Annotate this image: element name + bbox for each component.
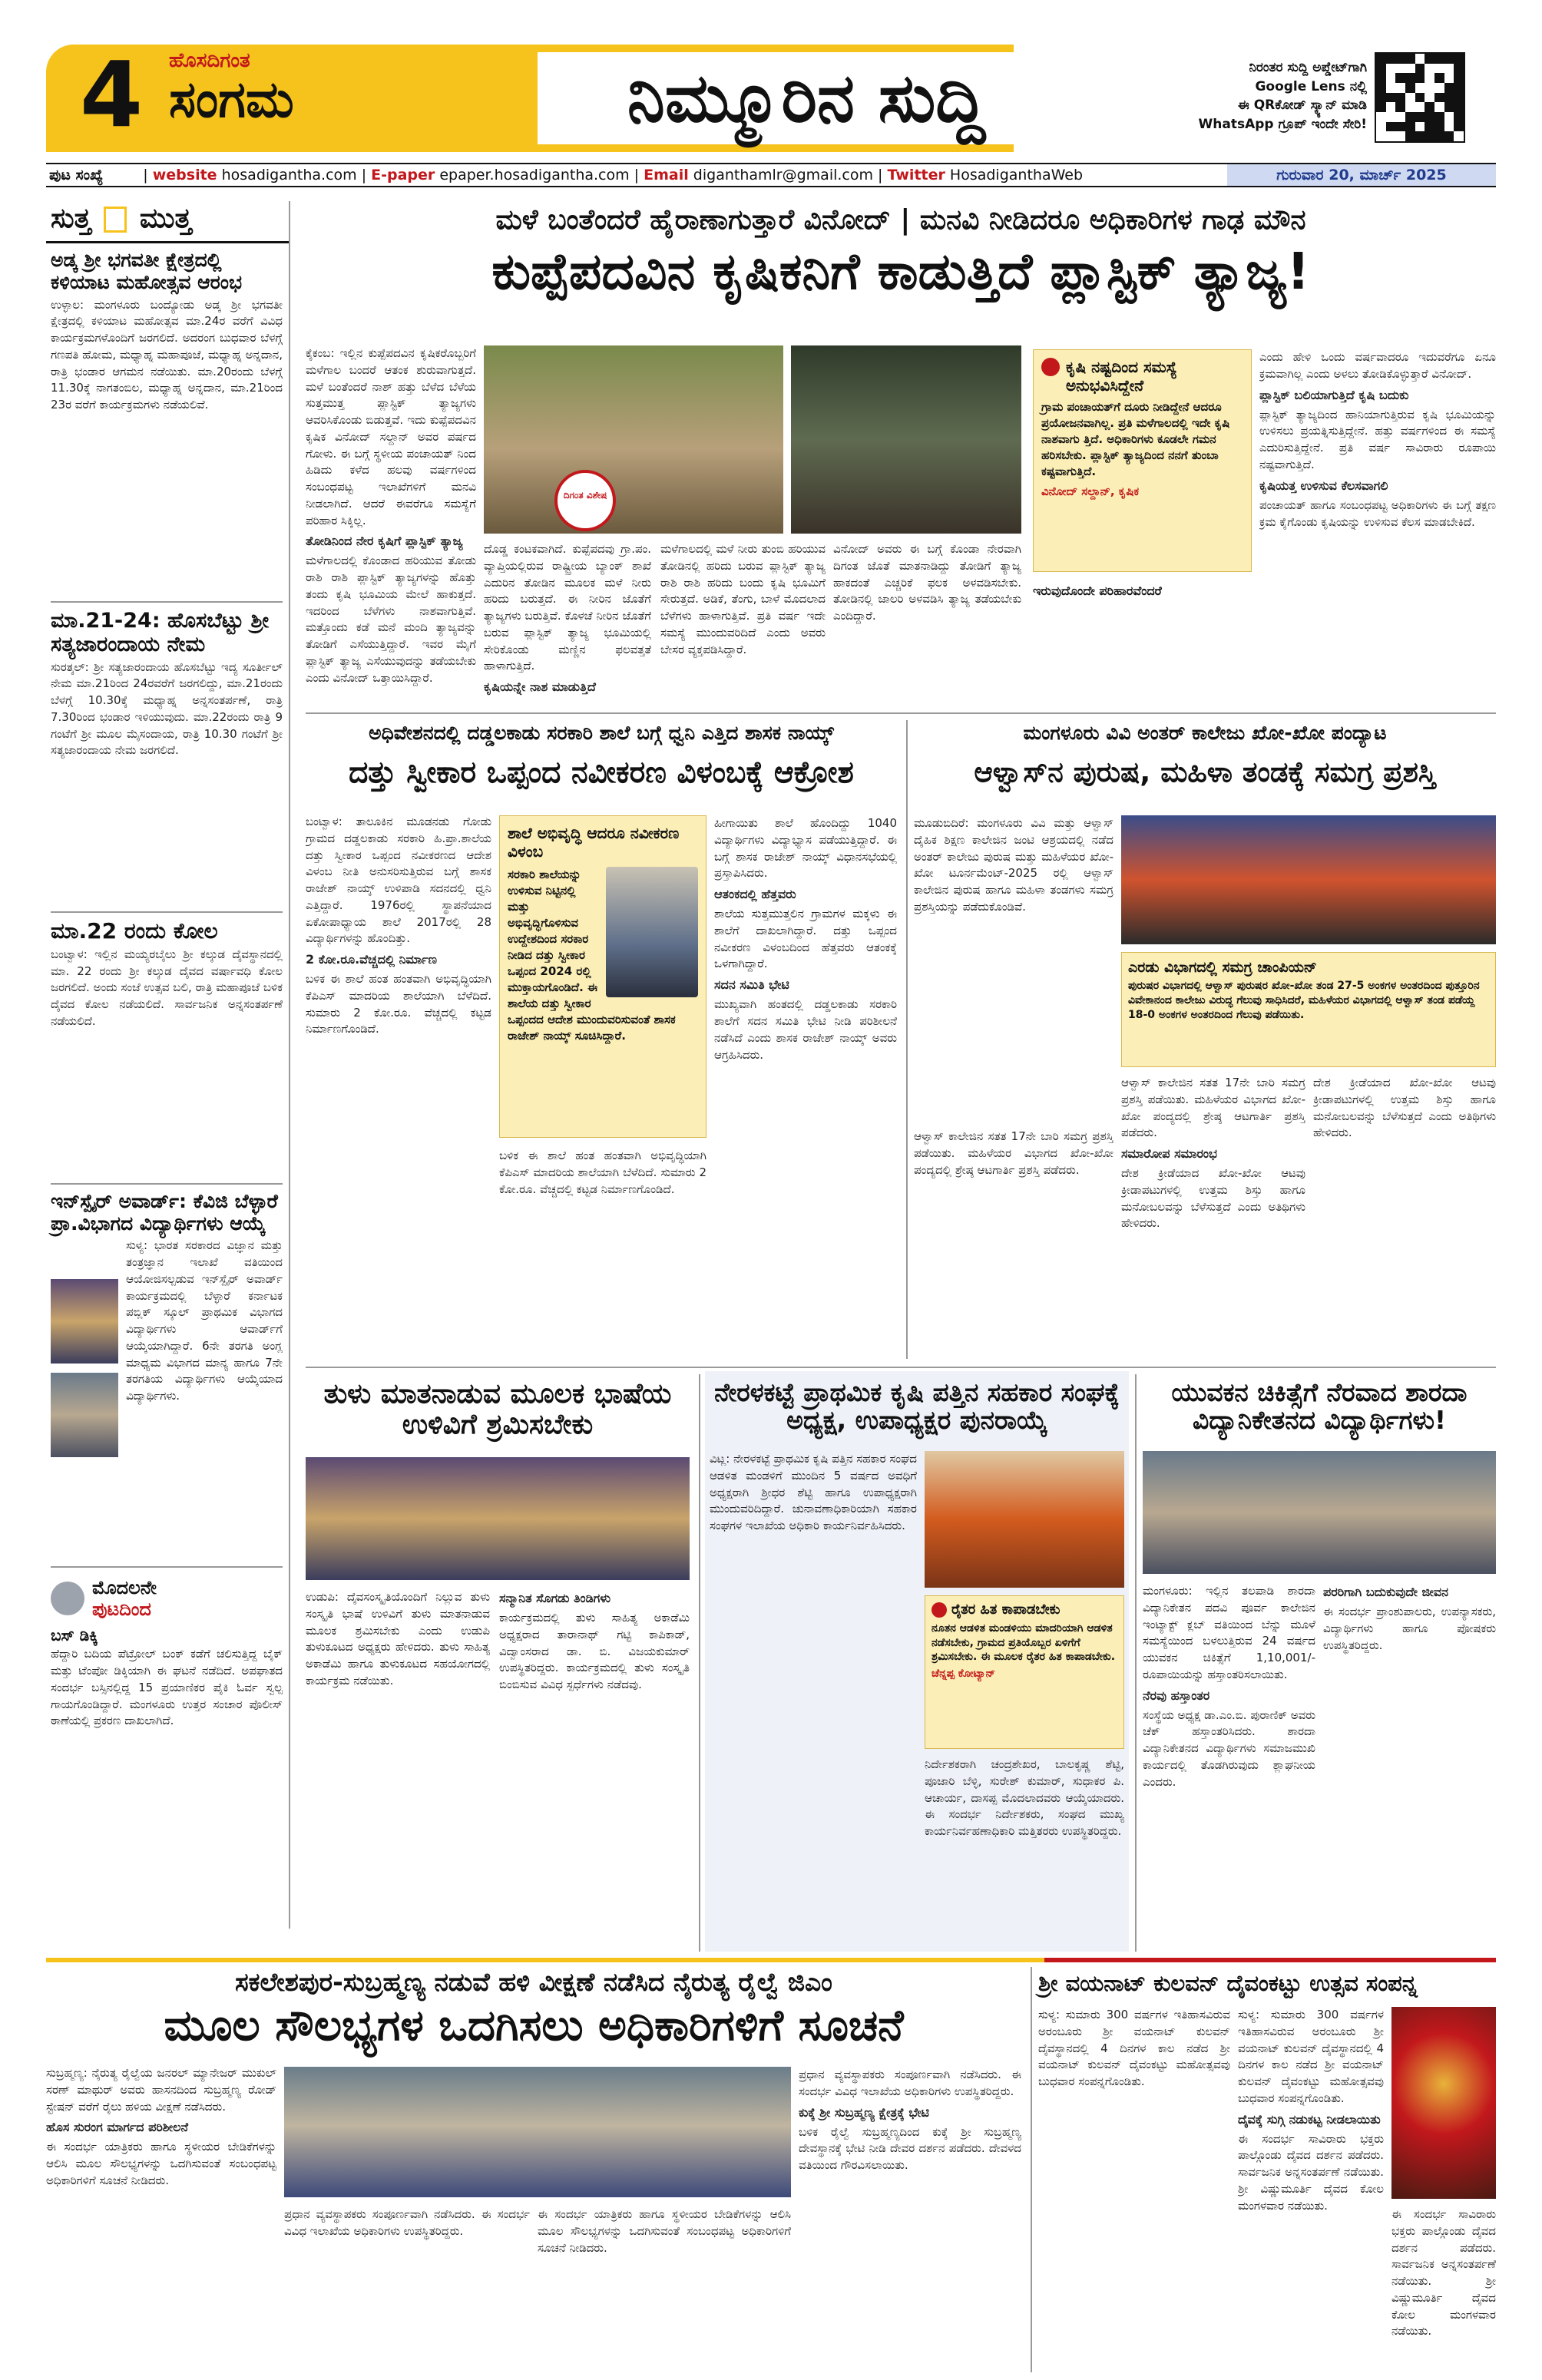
issue-date: ಗುರುವಾರ 20, ಮಾರ್ಚ್ 2025 <box>1227 164 1496 186</box>
kho-sub-1: ಸಮಾರೋಪ ಸಮಾರಂಭ <box>1121 1146 1217 1161</box>
twitter-label: Twitter <box>887 167 945 183</box>
sidebar-title <box>46 201 289 243</box>
railway-body-2: ಈ ಸಂದರ್ಭ ಯಾತ್ರಿಕರು ಹಾಗೂ ಸ್ಥಳೀಯರ ಬೇಡಿಕೆಗಳನ್ನು ಆಲಿಸಿ ಮೂಲ ಸೌಲಭ್ಯಗಳನ್ನು ಒದಗಿಸುವಂತೆ ಸಂಬಂಧಪಟ್ಟ ಅಧಿಕಾರಿಗಳಿಗೆ ಸೂಚನೆ ನೀಡಿದರು. <box>46 2140 276 2187</box>
kho-body-2: ಆಳ್ವಾಸ್ ಕಾಲೇಜಿನ ಸತತ 17ನೇ ಬಾರಿ ಸಮಗ್ರ ಪ್ರಶಸ್ತಿ ಪಡೆಯಿತು. ಮಹಿಳೆಯರ ವಿಭಾಗದ ಖೋ-ಖೋ ಪಂದ್ಯದಲ್ಲಿ ಶ್ರೇಷ್ಠ ಆಟಗಾರ್ತಿ ಪ್ರಶಸ್ತಿ ಪಡೆದರು. <box>1121 1076 1305 1140</box>
brand-block <box>169 49 294 129</box>
sidebar-headline-1: ಅಡ್ಕ ಶ್ರೀ ಭಗವತೀ ಕ್ಷೇತ್ರದಲ್ಲಿ ಕಳಿಯಾಟ ಮಹೋತ್ಸವ ಆರಂಭ <box>51 249 243 293</box>
google-lens-note <box>1098 58 1367 134</box>
brand-big: ಸಂಗಮ <box>169 70 294 129</box>
railway-body-col2: ಪ್ರಧಾನ ವ್ಯವಸ್ಥಾಪಕರು ಸಂಪೂರ್ಣವಾಗಿ ನಡೆಸಿದರು. ಈ ಸಂದರ್ಭ ವಿವಿಧ ಇಲಾಖೆಯ ಅಧಿಕಾರಿಗಳು ಉಪಸ್ಥಿತರಿದ್ದರು. <box>284 2207 530 2238</box>
kho-callout-box <box>1121 952 1496 1067</box>
pencil-icon <box>51 1582 84 1615</box>
lead-body-6: ಎಂದು ಹೇಳಿ ಒಂದು ವರ್ಷವಾದರೂ ಇದುವರೆಗೂ ಏನೂ ಕ್ರಮವಾಗಿಲ್ಲ ಎಂದು ಅಳಲು ತೋಡಿಕೊಳ್ಳುತ್ತಾರೆ ವಿನೋದ್. <box>1259 350 1496 381</box>
kho-body-3: ದೇಶ ಕ್ರೀಡೆಯಾದ ಖೋ-ಖೋ ಆಟವು ಕ್ರೀಡಾಪಟುಗಳಲ್ಲಿ ಉತ್ತಮ ಶಿಸ್ತು ಹಾಗೂ ಮನೋಬಲವನ್ನು ಬೆಳೆಸುತ್ತದೆ ಎಂದು ಅತಿಥಿಗಳು ಹೇಳಿದರು. <box>1121 1166 1305 1231</box>
lead-body-7: ಪ್ಲಾಸ್ಟಿಕ್ ತ್ಯಾಜ್ಯದಿಂದ ಹಾನಿಯಾಗುತ್ತಿರುವ ಕೃಷಿ ಭೂಮಿಯನ್ನು ಉಳಿಸಲು ಪ್ರಯತ್ನಿಸುತ್ತಿದ್ದೇನೆ. ಹತ್ತು ವರ್ಷಗಳಿಂದ ಈ ಸಮಸ್ಯೆ ಎದುರಿಸುತ್ತಿದ್ದೇನೆ. ಪ್ರತಿ ವರ್ಷ ಸಾವಿರಾರು ರೂಪಾಯಿ ನಷ್ಟವಾಗುತ್ತಿದೆ. <box>1259 407 1496 471</box>
school-sub-1: 2 ಕೋ.ರೂ.ವೆಚ್ಚದಲ್ಲಿ ನಿರ್ಮಾಣ <box>306 952 438 967</box>
sidebar-headline-2: ಮಾ.21-24: ಹೊಸಬೆಟ್ಟು ಶ್ರೀ ಸತ್ಯಜಾರಂದಾಯ ನೇಮ <box>51 608 270 656</box>
school-body-2: ಬಳಿಕ ಈ ಶಾಲೆ ಹಂತ ಹಂತವಾಗಿ ಅಭಿವೃದ್ಧಿಯಾಗಿ ಕೆಪಿಎಸ್ ಮಾದರಿಯ ಶಾಲೆಯಾಗಿ ಬೆಳೆದಿದೆ. ಸುಮಾರು 2 ಕೋ.ರೂ. ವೆಚ್ಚದಲ್ಲಿ ಕಟ್ಟಡ ನಿರ್ಮಾಣಗೊಂಡಿದೆ. <box>306 972 491 1036</box>
railway-body-1: ಸುಬ್ರಹ್ಮಣ್ಯ: ನೈರುತ್ಯ ರೈಲ್ವೆಯ ಜನರಲ್ ಮ್ಯಾನೇಜರ್ ಮುಕುಲ್ ಸರಣ್ ಮಾಥುರ್ ಅವರು ಹಾಸನದಿಂದ ಸುಬ್ರಹ್ಮಣ್ಯ ರೋಡ್ ಸ್ಟೇಷನ್ ವರೆಗೆ ರೈಲು ಹಳಿಯ ವೀಕ್ಷಣೆ ನಡೆಸಿದರು. <box>46 2066 276 2114</box>
lead-sub-2: ಕೃಷಿಯನ್ನೇ ನಾಶ ಮಾಡುತ್ತಿದೆ <box>484 679 596 694</box>
lens-line-4: WhatsApp ಗ್ರೂಪ್ ಇಂದೇ ಸೇರಿ! <box>1198 116 1367 132</box>
lead-body-col2 <box>484 541 651 706</box>
kho-callout-body: ಪುರುಷರ ವಿಭಾಗದಲ್ಲಿ ಆಳ್ವಾಸ್ ಪುರುಷರ ಖೋ-ಖೋ ತಂಡ 27-5 ಅಂಕಗಳ ಅಂತರದಿಂದ ಪುತ್ತೂರಿನ ವಿವೇಕಾನಂದ ಕಾಲೇಜು ವಿರುದ್ಧ ಗೆಲುವು ಸಾಧಿಸಿದರೆ, ಮಹಿಳೆಯರ ವಿಭಾಗದಲ್ಲಿ ಆಳ್ವಾಸ್ ತಂಡ ಪಡೆಯ್ದ 18-0 ಅಂಕಗಳ ಅಂತರದಿಂದ ಗೆಲುವು ಪಡೆಯಿತು. <box>1128 980 1480 1021</box>
page-sub-label: ಪುಟ ಸಂಖ್ಯೆ <box>49 167 104 183</box>
masthead <box>46 41 1496 152</box>
school-body-col3 <box>714 815 897 1359</box>
school-body-1: ಬಂಟ್ವಾಳ: ತಾಲೂಕಿನ ಮೂಡನಡು ಗೋಡು ಗ್ರಾಮದ ದಡ್ಡಲಕಾಡು ಸರಕಾರಿ ಹಿ.ಪ್ರಾ.ಶಾಲೆಯ ದತ್ತು ಸ್ವೀಕಾರ ಒಪ್ಪಂದ ನವೀಕರಣದ ಆದೇಶ ವಿಳಂಬ ನೀತಿ ಅನುಸರಿಸುತ್ತಿರುವ ಬಗ್ಗೆ ಶಾಸಕ ರಾಜೇಶ್ ನಾಯ್ಕ್ ಉಳಿಪಾಡಿ ಸದನದಲ್ಲಿ ಧ್ವನಿ ಎತ್ತಿದ್ದಾರೆ. 1976ರಲ್ಲಿ ಸ್ಥಾಪನೆಯಾದ ಏಕೋಪಾಧ್ಯಾಯ ಶಾಲೆ 2017ರಲ್ಲಿ 28 ವಿದ್ಯಾರ್ಥಿಗಳನ್ನು ಹೊಂದಿತ್ತು. <box>306 815 491 946</box>
coop-leaders-photo <box>925 1451 1124 1588</box>
lead-body-3: ದೊಡ್ಡ ಕಂಟಕವಾಗಿದೆ. ಕುಪ್ಪೆಪದವು ಗ್ರಾ.ಪಂ. ವ್ಯಾಪ್ತಿಯಲ್ಲಿರುವ ರಾಷ್ಟ್ರೀಯ ಬ್ಯಾಂಕ್ ಶಾಖೆ ಎದುರಿನ ತೋಡಿನ ಮೂಲಕ ಮಳೆ ನೀರು ಹರಿದು ಬರುತ್ತದೆ. ಈ ನೀರಿನ ಜೊತೆಗೆ ತ್ಯಾಜ್ಯಗಳು ಬರುತ್ತಿವೆ. ಕೊಳಚೆ ನೀರಿನ ಜೊತೆಗೆ ಬರುವ ಪ್ಲಾಸ್ಟಿಕ್ ತ್ಯಾಜ್ಯ ಭೂಮಿಯಲ್ಲಿ ಸೇರಿಕೊಂಡು ಮಣ್ಣಿನ ಫಲವತ್ತತೆ ಹಾಳಾಗುತ್ತಿದೆ. <box>484 542 651 673</box>
coop-body-col2: ನಿರ್ದೇಶಕರಾಗಿ ಚಂದ್ರಶೇಖರ, ಬಾಲಕೃಷ್ಣ ಶೆಟ್ಟಿ, ಪೂಜಾರಿ ಬೆಳ್ಳಿ, ಸುರೇಶ್ ಕುಮಾರ್, ಸುಧಾಕರ ಪಿ. ಆಚಾರ್ಯ, ದಾಸಪ್ಪ ಮೊದಲಾದವರು ಆಯ್ಕೆಯಾದರು. ಈ ಸಂದರ್ಭ ನಿರ್ದೇಶಕರು, ಸಂಘದ ಮುಖ್ಯ ಕಾರ್ಯನಿರ್ವಹಣಾಧಿಕಾರಿ ಮತ್ತಿತರರು ಉಪಸ್ಥಿತರಿದ್ದರು. <box>925 1757 1124 1838</box>
inspire-award-block <box>51 1238 283 1560</box>
sharada-body-col2 <box>1323 1583 1496 1950</box>
brand-small: ಹೊಸದಿಗಂತ <box>169 49 250 72</box>
lead-body-col5 <box>1259 349 1496 706</box>
school-sub-2: ಆತಂಕದಲ್ಲಿ ಹೆತ್ತವರು <box>714 887 796 901</box>
kho-team-photo <box>1121 815 1496 944</box>
sidebar-title-a: ಸುತ್ತ <box>51 203 91 234</box>
info-bar: ಪುಟ ಸಂಖ್ಯೆ | website hosadigantha.com | E-paper epaper.hosadigantha.com | Email diganthamlr@gmail.com | Twitter HosadiganthaWeb ಗುರುವಾರ 20, ಮಾರ್ಚ್ 2025 <box>46 163 1496 187</box>
qr-code-icon[interactable] <box>1375 52 1465 143</box>
lead-kicker: ಮಳೆ ಬಂತೆಂದರೆ ಹೈರಾಣಾಗುತ್ತಾರೆ ವಿನೋದ್ | ಮನವಿ ನೀಡಿದರೂ ಅಧಿಕಾರಿಗಳ ಗಾಢ ಮೌನ <box>495 204 1306 236</box>
railway-body-4: ಬಳಿಕ ರೈಲ್ವೆ ಸುಬ್ರಹ್ಮಣ್ಯದಿಂದ ಕುಕ್ಕೆ ಶ್ರೀ ಸುಬ್ರಹ್ಮಣ್ಯ ದೇವಸ್ಥಾನಕ್ಕೆ ಭೇಟಿ ನೀಡಿ ದೇವರ ದರ್ಶನ ಪಡೆದರು. ದೇವಳದ ವತಿಯಿಂದ ಗೌರವಿಸಲಾಯಿತು. <box>799 2124 1021 2173</box>
lead-body-1: ಕೈಕಂಬ: ಇಲ್ಲಿನ ಕುಪ್ಪೆಪದವಿನ ಕೃಷಿಕರೊಬ್ಬರಿಗೆ ಮಳೆಗಾಲ ಬಂದರೆ ಆತಂಕ ಶುರುವಾಗುತ್ತದೆ. ಮಳೆ ಬಂತೆಂದರೆ ನಾಶ್ ಹತ್ತು ಬೆಳೆದ ಬೆಳೆಯ ಸುತ್ತಮುತ್ತ ಪ್ಲಾಸ್ಟಿಕ್ ತ್ಯಾಜ್ಯಗಳು ಆವರಿಸಿಕೊಂಡು ಬಿಡುತ್ತವೆ. ಇದು ಕುಪ್ಪೆಪದವಿನ ಕೃಷಿಕ ವಿನೋದ್ ಸಲ್ದಾನ್ ಅವರ ಪರ್ಷದ ಗೋಳು. ಈ ಬಗ್ಗೆ ಸ್ಥಳೀಯ ಪಂಚಾಯತ್ ನಿಂದ ಹಿಡಿದು ಕಳೆದ ಹಲವು ವರ್ಷಗಳಿಂದ ಸಂಬಂಧಪಟ್ಟ ಇಲಾಖೆಗಳಿಗೆ ಮನವಿ ನೀಡಲಾಗಿದೆ. ಆದರೆ ಈವರೆಗೂ ಸಮಸ್ಯೆಗೆ ಪರಿಹಾರ ಸಿಕ್ಕಿಲ್ಲ. <box>306 346 476 527</box>
sidebar-body-3: ಬಂಟ್ವಾಳ: ಇಲ್ಲಿನ ಮಯ್ಯರಬೈಲು ಶ್ರೀ ಕಲ್ಕುಡ ದೈವಸ್ಥಾನದಲ್ಲಿ ಮಾ. 22 ರಂದು ಶ್ರೀ ಕಲ್ಕುಡ ದೈವದ ವರ್ಷಾವಧಿ ಕೋಲ ಜರಗಲಿದೆ. ಅಂದು ಸಂಜೆ ಉತ್ಸವ ಬಲಿ, ರಾತ್ರಿ ಮಹಾಪೂಜೆ ಬಳಿಕ ದೈವದ ಕೋಲ ನಡೆಯಲಿದೆ. ಸಾರ್ವಜನಿಕ ಅನ್ನಸಂತರ್ಪಣೆ ನಡೆಯಲಿದೆ. <box>51 947 283 1028</box>
lead-photo-drain <box>791 345 1021 534</box>
coop-callout-title: ರೈತರ ಹಿತ ಕಾಪಾಡಬೇಕು <box>951 1602 1061 1618</box>
coop-callout-name: ಚೆನ್ನಪ್ಪ ಕೋಟ್ಯಾನ್ <box>931 1668 995 1681</box>
kho-headline: ಆಳ್ವಾಸ್‌ನ ಪುರುಷ, ಮಹಿಳಾ ತಂಡಕ್ಕೆ ಸಮಗ್ರ ಪ್ರಶಸ್ತಿ <box>974 755 1436 788</box>
coop-callout-box <box>925 1595 1124 1749</box>
section-divider-yellow <box>46 1958 1044 1962</box>
sidebar-body-5: ಹೆದ್ದಾರಿ ಬದಿಯ ಪೆಟ್ರೋಲ್ ಬಂಕ್ ಕಡೆಗೆ ಚಲಿಸುತ್ತಿದ್ದ ಬೈಕ್ ಮತ್ತು ಟೆಂಪೋ ಡಿಕ್ಕಿಯಾಗಿ ಈ ಘಟನೆ ನಡೆದಿದೆ. ಅಪಘಾತದ ಸಂದರ್ಭ ಬಸ್ಸಿನಲ್ಲಿದ್ದ 15 ಪ್ರಯಾಣಿಕರ ಪೈಕಿ ಓರ್ವ ಸ್ವಲ್ಪ ಗಾಯಗೊಂಡಿದ್ದಾರೆ. ಮಂಗಳೂರು ಉತ್ತರ ಸಂಚಾರ ಪೊಲೀಸ್ ಠಾಣೆಯಲ್ಲಿ ಪ್ರಕರಣ ದಾಖಲಾಗಿದೆ. <box>51 1647 283 1728</box>
wayanad-body-col1: ಸುಳ್ಯ: ಸುಮಾರು 300 ವರ್ಷಗಳ ಇತಿಹಾಸವಿರುವ ಅರಂಬೂರು ಶ್ರೀ ವಯನಾಟ್ ಕುಲವನ್ ದೈವಸ್ಥಾನದಲ್ಲಿ 4 ದಿನಗಳ ಕಾಲ ನಡೆದ ಶ್ರೀ ವಯನಾಟ್ ಕುಲವನ್ ದೈವಂಕಟ್ಟು ಮಹೋತ್ಸವವು ಬುಧವಾರ ಸಂಪನ್ನಗೊಂಡಿತು. <box>1038 2008 1230 2088</box>
sharada-body-col1 <box>1143 1583 1315 1950</box>
section-title: ನಿಮ್ಮೂರಿನ ಸುದ್ದಿ <box>538 52 1075 144</box>
tulu-headline: ತುಳು ಮಾತನಾಡುವ ಮೂಲಕ ಭಾಷೆಯ ಉಳಿವಿಗೆ ಶ್ರಮಿಸಬೇಕು <box>323 1378 672 1440</box>
sidebar-headline-4: ಇನ್‌ಸ್ಪೈರ್ ಅವಾರ್ಡ್: ಕೆವಿಜಿ ಬೆಳ್ಳಾರೆ ಪ್ರಾ.ವಿಭಾಗದ ವಿದ್ಯಾರ್ಥಿಗಳು ಆಯ್ಕೆ <box>51 1189 278 1235</box>
quote-icon <box>1041 358 1060 376</box>
railway-kicker: ಸಕಲೇಶಪುರ-ಸುಬ್ರಹ್ಮಣ್ಯ ನಡುವೆ ಹಳಿ ವೀಕ್ಷಣೆ ನಡೆಸಿದ ನೈರುತ್ಯ ರೈಲ್ವೆ ಜಿಎಂ <box>235 1967 832 1997</box>
lens-line-1: ನಿರಂತರ ಸುದ್ದಿ ಅಪ್ಡೇಟ್‌ಗಾಗಿ <box>1249 60 1367 75</box>
epaper-link[interactable]: epaper.hosadigantha.com <box>439 167 630 183</box>
school-body-col1 <box>306 814 491 1359</box>
sidebar-body-2: ಸುರತ್ಕಲ್: ಶ್ರೀ ಸತ್ಯಜಾರಂದಾಯ ಹೊಸಬೆಟ್ಟು ಇದ್ಯ ಸೂರ್ತೀಲ್ ನೇಮ ಮಾ.21ರಿಂದ 24ರವರೆಗೆ ಜರಗಲಿದ್ದು, ಮಾ.21ರಂದು ಬೆಳಗ್ಗೆ 10.30ಕ್ಕೆ ಮಧ್ಯಾಹ್ನ ಅನ್ನಸಂತರ್ಪಣೆ, ರಾತ್ರಿ 7.30ರಿಂದ ಭಂಡಾರ ಇಳಿಯುವುದು. ಮಾ.22ರಂದು ರಾತ್ರಿ 9 ಗಂಟೆಗೆ ಶ್ರೀ ಮೂಲ ಮೈಸಂದಾಯ, ರಾತ್ರಿ 10.30 ಗಂಟೆಗೆ ಶ್ರೀ ಸತ್ಯಜಾರಂದಾಯ ನೇಮ ಜರಗಲಿದೆ. <box>51 659 283 758</box>
kho-kicker: ಮಂಗಳೂರು ವಿವಿ ಅಂತರ್ ಕಾಲೇಜು ಖೋ-ಖೋ ಪಂದ್ಯಾಟ <box>1023 722 1387 744</box>
lead-callout-name: ವಿನೋದ್ ಸಲ್ದಾನ್, ಕೃಷಿಕ <box>1041 484 1140 498</box>
sidebar-body-1: ಉಳ್ಳಾಲ: ಮಂಗಳೂರು ಬಂದ್ಯೋಡು ಅಡ್ಕ ಶ್ರೀ ಭಗವತೀ ಕ್ಷೇತ್ರದಲ್ಲಿ ಕಳಿಯಾಟ ಮಹೋತ್ಸವ ಮಾ.24ರ ವರೆಗೆ ವಿವಿಧ ಕಾರ್ಯಕ್ರಮಗಳೊಂದಿಗೆ ಜರಗಲಿದೆ. ಅದರಂಗ ಬುಧವಾರ ಬೆಳಗ್ಗೆ ಗಣಪತಿ ಹೋಮ, ಮಧ್ಯಾಹ್ನ ಮಹಾಪೂಜೆ, ಮಧ್ಯಾಹ್ನ ಅನ್ನದಾನ, ರಾತ್ರಿ ಭಂಡಾರ ಆಗಮನ ನಡೆಯಿತು. ಮಾ.20ರಂದು ಬೆಳಗ್ಗೆ 11.30ಕ್ಕೆ ನಾಗತಂಬಿಲ, ಮಧ್ಯಾಹ್ನ ಅನ್ನದಾನ, ಮಾ.21ರಿಂದ 23ರ ವರೆಗೆ ಕಾರ್ಯಕ್ರಮಗಳು ನಡೆಯಲಿವೆ. <box>51 297 283 412</box>
school-body-3: ಹೀಗಾಯಿತು ಶಾಲೆ ಹೊಂದಿದ್ದು 1040 ವಿದ್ಯಾರ್ಥಿಗಳು ವಿದ್ಯಾಭ್ಯಾಸ ಪಡೆಯುತ್ತಿದ್ದಾರೆ. ಈ ಬಗ್ಗೆ ಶಾಸಕ ರಾಜೇಶ್ ನಾಯ್ಕ್ ವಿಧಾನಸಭೆಯಲ್ಲಿ ಪ್ರಸ್ತಾಪಿಸಿದರು. <box>714 816 897 881</box>
wayanad-body-1b: ಸುಳ್ಯ: ಸುಮಾರು 300 ವರ್ಷಗಳ ಇತಿಹಾಸವಿರುವ ಅರಂಬೂರು ಶ್ರೀ ವಯನಾಟ್ ಕುಲವನ್ ದೈವಸ್ಥಾನದಲ್ಲಿ 4 ದಿನಗಳ ಕಾಲ ನಡೆದ ಶ್ರೀ ವಯನಾಟ್ ಕುಲವನ್ ದೈವಂಕಟ್ಟು ಮಹೋತ್ಸವವು ಬುಧವಾರ ಸಂಪನ್ನಗೊಂಡಿತು. <box>1238 2008 1384 2105</box>
kho-body-col1b: ಆಳ್ವಾಸ್ ಕಾಲೇಜಿನ ಸತತ 17ನೇ ಬಾರಿ ಸಮಗ್ರ ಪ್ರಶಸ್ತಿ ಪಡೆಯಿತು. ಮಹಿಳೆಯರ ವಿಭಾಗದ ಖೋ-ಖೋ ಪಂದ್ಯದಲ್ಲಿ ಶ್ರೇಷ್ಠ ಆಟಗಾರ್ತಿ ಪ್ರಶಸ್ತಿ ಪಡೆದರು. <box>914 1129 1113 1177</box>
lead-sub-4: ಪ್ಲಾಸ್ಟಿಕ್ ಬಲಿಯಾಗುತ್ತಿದೆ ಕೃಷಿ ಬದುಕು <box>1259 387 1409 402</box>
school-body-4: ಶಾಲೆಯ ಸುತ್ತಮುತ್ತಲಿನ ಗ್ರಾಮಗಳ ಮಕ್ಕಳು ಈ ಶಾಲೆಗೆ ದಾಖಲಾಗಿದ್ದಾರೆ. ದತ್ತು ಒಪ್ಪಂದ ನವೀಕರಣ ವಿಳಂಬದಿಂದ ಹೆತ್ತವರು ಆತಂಕಕ್ಕೆ ಒಳಗಾಗಿದ್ದಾರೆ. <box>714 907 897 971</box>
website-label: website <box>152 167 217 183</box>
front-page-continuation-header <box>51 1577 284 1620</box>
lead-callout-title: ಕೃಷಿ ನಷ್ಟದಿಂದ ಸಮಸ್ಯೆ ಅನುಭವಿಸಿದ್ದೇನೆ <box>1066 358 1177 395</box>
sharada-body-3: ಈ ಸಂದರ್ಭ ಪ್ರಾಂಶುಪಾಲರು, ಉಪನ್ಯಾಸಕರು, ವಿದ್ಯಾರ್ಥಿಗಳು ಹಾಗೂ ಪೋಷಕರು ಉಪಸ್ಥಿತರಿದ್ದರು. <box>1323 1605 1496 1652</box>
railway-inspection-photos <box>284 2067 791 2197</box>
epaper-label: E-paper <box>371 167 435 183</box>
tulu-event-photo <box>306 1457 690 1580</box>
sidebar-body-4: ಸುಳ್ಯ: ಭಾರತ ಸರಕಾರದ ವಿಜ್ಞಾನ ಮತ್ತು ತಂತ್ರಜ್ಞಾನ ಇಲಾಖೆ ವತಿಯಿಂದ ಆಯೋಜಿಸಲ್ಪಡುವ ಇನ್‌ಸ್ಪೈರ್ ಅವಾರ್ಡ್ ಕಾರ್ಯಕ್ರಮದಲ್ಲಿ ಬೆಳ್ಳಾರೆ ಕರ್ನಾಟಕ ಪಬ್ಲಿಕ್ ಸ್ಕೂಲ್ ಪ್ರಾಥಮಿಕ ವಿಭಾಗದ ವಿದ್ಯಾರ್ಥಿಗಳು ಆವಾರ್ಡ್‌ಗೆ ಆಯ್ಕೆಯಾಗಿದ್ದಾರೆ. 6ನೇ ತರಗತಿ ಅಂಗ್ಲ ಮಾಧ್ಯಮ ವಿಭಾಗದ ಮಾನ್ಯ ಹಾಗೂ 7ನೇ ತರಗತಿಯ ವಿದ್ಯಾರ್ಥಿಗಳು ಆಯ್ಕೆಯಾದ ವಿದ್ಯಾರ್ಥಿಗಳು. <box>126 1238 283 1403</box>
lead-sub-1: ತೋಡಿನಿಂದ ನೇರ ಕೃಷಿಗೆ ಪ್ಲಾಸ್ಟಿಕ್ ತ್ಯಾಜ್ಯ <box>306 534 463 549</box>
lead-sub-5: ಕೃಷಿಯತ್ತ ಉಳಿಸುವ ಕೆಲಸವಾಗಲಿ <box>1259 478 1388 493</box>
railway-body-col4 <box>799 2067 1021 2372</box>
tulu-body-2: ಕಾರ್ಯಕ್ರಮದಲ್ಲಿ ತುಳು ಸಾಹಿತ್ಯ ಅಕಾಡೆಮಿ ಅಧ್ಯಕ್ಷರಾದ ತಾರಾನಾಥ್ ಗಟ್ಟಿ ಕಾಪಿಕಾಡ್, ವಿದ್ವಾಂಸರಾದ ಡಾ. ಬಿ. ವಿಜಯಕುಮಾರ್ ಉಪಸ್ಥಿತರಿದ್ದರು. ಕಾರ್ಯಕ್ರಮದಲ್ಲಿ ತುಳು ಸಂಸ್ಕೃತಿ ಬಿಂಬಿಸುವ ವಿವಿಧ ಸ್ಪರ್ಧೆಗಳು ನಡೆದವು. <box>499 1611 690 1692</box>
lead-headline: ಕುಪ್ಪೆಪದವಿನ ಕೃಷಿಕನಿಗೆ ಕಾಡುತ್ತಿದೆ ಪ್ಲಾಸ್ಟಿಕ್ ತ್ಯಾಜ್ಯ! <box>491 242 1310 301</box>
website-link[interactable]: hosadigantha.com <box>221 167 357 183</box>
twitter-link[interactable]: HosadiganthaWeb <box>949 167 1084 183</box>
sharada-cheque-photo <box>1143 1451 1496 1574</box>
digantha-special-badge: ದಿಗಂತ ವಿಶೇಷ <box>554 470 616 531</box>
page-number: 4 <box>80 41 144 147</box>
wayanad-body-col2 <box>1238 2007 1384 2372</box>
railway-headline: ಮೂಲ ಸೌಲಭ್ಯಗಳ ಒದಗಿಸಲು ಅಧಿಕಾರಿಗಳಿಗೆ ಸೂಚನೆ <box>164 2001 904 2051</box>
sharada-sub-1: ನೆರವು ಹಸ್ತಾಂತರ <box>1143 1687 1210 1703</box>
tulu-body-col1: ಉಡುಪಿ: ದೈವಸಂಸ್ಕೃತಿಯೊಂದಿಗೆ ನಿಲ್ಲುವ ತುಳು ಸಂಸ್ಕೃತಿ ಭಾಷೆ ಉಳಿವಿಗೆ ತುಳು ಮಾತನಾಡುವ ಮೂಲಕ ಶ್ರಮಿಸಬೇಕು ಎಂದು ಉಡುಪಿ ತುಳುಕೂಟದ ಅಧ್ಯಕ್ಷರು ಹೇಳಿದರು. ತುಳು ಸಾಹಿತ್ಯ ಅಕಾಡೆಮಿ ಹಾಗೂ ತುಳುಕೂಟದ ಸಹಯೋಗದಲ್ಲಿ ಕಾರ್ಯಕ್ರಮ ನಡೆಯಿತು. <box>306 1590 490 1687</box>
school-callout-title: ಶಾಲೆ ಅಭಿವೃದ್ಧಿ ಆದರೂ ನವೀಕರಣ ವಿಳಂಬ <box>508 824 680 861</box>
lens-line-2: Google Lens ನಲ್ಲಿ <box>1255 78 1367 94</box>
email-link[interactable]: diganthamlr@gmail.com <box>693 167 874 183</box>
kho-body-col2 <box>1121 1075 1305 1359</box>
lead-body-col3: ಮಳೆಗಾಲದಲ್ಲಿ ಮಳೆ ನೀರು ತುಂಬಿ ಹರಿಯುವ ತೋಡಿನಲ್ಲಿ ಹರಿದು ಬರುವ ಪ್ಲಾಸ್ಟಿಕ್ ತ್ಯಾಜ್ಯ ರಾಶಿ ರಾಶಿ ಹರಿದು ಬಂದು ಕೃಷಿ ಭೂಮಿಗೆ ಸೇರುತ್ತದೆ. ಅಡಿಕೆ, ತೆಂಗು, ಬಾಳೆ ಮೊದಲಾದ ಬೆಳೆಗಳು ಹಾಳಾಗುತ್ತಿವೆ. ಪ್ರತಿ ವರ್ಷ ಇದೇ ಸಮಸ್ಯೆ ಮುಂದುವರಿದಿದೆ ಎಂದು ಅವರು ಬೇಸರ ವ್ಯಕ್ತಪಡಿಸಿದ್ದಾರೆ. <box>660 542 826 656</box>
railway-body-col1 <box>46 2065 276 2372</box>
sharada-headline: ಯುವಕನ ಚಿಕಿತ್ಸೆಗೆ ನೆರವಾದ ಶಾರದಾ ವಿದ್ಯಾನಿಕೇತನದ ವಿದ್ಯಾರ್ಥಿಗಳು! <box>1171 1377 1468 1436</box>
railway-sub-2: ಕುಕ್ಕೆ ಶ್ರೀ ಸುಬ್ರಹ್ಮಣ್ಯ ಕ್ಷೇತ್ರಕ್ಕೆ ಭೇಟಿ <box>799 2104 930 2120</box>
wayanad-sub-1: ದೈವಕ್ಕೆ ಸುಗ್ಗಿ ನಡುಕಟ್ಟ ನೀಡಲಾಯಿತು <box>1238 2111 1381 2127</box>
sharada-sub-2: ಪರರಿಗಾಗಿ ಬದುಕುವುದೇ ಜೀವನ <box>1323 1585 1449 1599</box>
railway-body-3: ಪ್ರಧಾನ ವ್ಯವಸ್ಥಾಪಕರು ಸಂಪೂರ್ಣವಾಗಿ ನಡೆಸಿದರು. ಈ ಸಂದರ್ಭ ವಿವಿಧ ಇಲಾಖೆಯ ಅಧಿಕಾರಿಗಳು ಉಪಸ್ಥಿತರಿದ್ದರು. <box>799 2068 1021 2098</box>
coop-callout-body: ನೂತನ ಆಡಳಿತ ಮಂಡಳಿಯು ಮಾದರಿಯಾಗಿ ಆಡಳಿತ ನಡೆಸಬೇಕು, ಗ್ರಾಮದ ಪ್ರತಿಯೊಬ್ಬರ ಏಳಿಗೆಗೆ ಶ್ರಮಿಸಬೇಕು. ಈ ಮೂಲಕ ರೈತರ ಹಿತ ಕಾಪಾಡಬೇಕು. <box>931 1621 1116 1664</box>
tulu-sub-1: ಸನ್ಮಾನಿತ ಸೊಗಡು ತಿಂಡಿಗಳು <box>499 1591 611 1605</box>
tulu-body-col2 <box>499 1589 690 1950</box>
sidebar-title-b: ಮುತ್ತ <box>139 203 192 234</box>
school-body-col2: ಬಳಿಕ ಈ ಶಾಲೆ ಹಂತ ಹಂತವಾಗಿ ಅಭಿವೃದ್ಧಿಯಾಗಿ ಕೆಪಿಎಸ್ ಮಾದರಿಯ ಶಾಲೆಯಾಗಿ ಬೆಳೆದಿದೆ. ಸುಮಾರು 2 ಕೋ.ರೂ. ವೆಚ್ಚದಲ್ಲಿ ಕಟ್ಟಡ ನಿರ್ಮಾಣಗೊಂಡಿದೆ. <box>499 1149 706 1196</box>
lead-body-5: ವಿನೋದ್ ಅವರು ಈ ಬಗ್ಗೆ ಕೊಂಡಾ ನೇರವಾಗಿ ದಿಗಂತ ಜೊತೆ ಮಾತನಾಡಿದ್ದು ತೋಡಿಗೆ ತ್ಯಾಜ್ಯ ಹಾಕದಂತೆ ಎಚ್ಚರಿಕೆ ಫಲಕ ಅಳವಡಿಸಬೇಕು. ತೋಡಿನಲ್ಲಿ ಜಾಲರಿ ಅಳವಡಿಸಿ ತ್ಯಾಜ್ಯ ತಡೆಯಬೇಕು ಎಂದಿದ್ದಾರೆ. <box>833 542 1021 623</box>
wayanad-body-col3: ಈ ಸಂದರ್ಭ ಸಾವಿರಾರು ಭಕ್ತರು ಪಾಲ್ಗೊಂಡು ದೈವದ ದರ್ಶನ ಪಡೆದರು. ಸಾರ್ವಜನಿಕ ಅನ್ನಸಂತರ್ಪಣೆ ನಡೆಯಿತು. ಶ್ರೀ ವಿಷ್ಣುಮೂರ್ತಿ ದೈವದ ಕೋಲ ಮಂಗಳವಾರ ನಡೆಯಿತು. <box>1391 2207 1496 2339</box>
school-kicker: ಅಧಿವೇಶನದಲ್ಲಿ ದಡ್ಡಲಕಾಡು ಸರಕಾರಿ ಶಾಲೆ ಬಗ್ಗೆ ಧ್ವನಿ ಎತ್ತಿದ ಶಾಸಕ ನಾಯ್ಕ್ <box>369 722 834 744</box>
sharada-body-2: ಸಂಸ್ಥೆಯ ಅಧ್ಯಕ್ಷ ಡಾ.ಎಂ.ಬಿ. ಪುರಾಣಿಕ್ ಅವರು ಚೆಕ್ ಹಸ್ತಾಂತರಿಸಿದರು. ಶಾರದಾ ವಿದ್ಯಾನಿಕೇತನದ ವಿದ್ಯಾರ್ಥಿಗಳು ಸಮಾಜಮುಖಿ ಕಾರ್ಯದಲ್ಲಿ ತೊಡಗಿರುವುದು ಶ್ಲಾಘನೀಯ ಎಂದರು. <box>1143 1707 1315 1789</box>
kho-callout-title: ಎರಡು ವಿಭಾಗದಲ್ಲಿ ಸಮಗ್ರ ಚಾಂಪಿಯನ್ <box>1128 959 1317 976</box>
kho-body-col1: ಮೂಡುಬಿದಿರೆ: ಮಂಗಳೂರು ವಿವಿ ಮತ್ತು ಆಳ್ವಾಸ್ ದೈಹಿಕ ಶಿಕ್ಷಣ ಕಾಲೇಜಿನ ಜಂಟಿ ಆಶ್ರಯದಲ್ಲಿ ನಡೆದ ಅಂತರ್ ಕಾಲೇಜು ಪುರುಷ ಮತ್ತು ಮಹಿಳೆಯರ ಖೋ-ಖೋ ಟೂರ್ನಮೆಂಟ್-2025 ರಲ್ಲಿ ಆಳ್ವಾಸ್ ಕಾಲೇಜಿನ ಪುರುಷ ಹಾಗೂ ಮಹಿಳಾ ತಂಡಗಳು ಸಮಗ್ರ ಪ್ರಶಸ್ತಿಯನ್ನು ಪಡೆದುಕೊಂಡಿವೆ. <box>914 816 1113 914</box>
school-headline: ದತ್ತು ಸ್ವೀಕಾರ ಒಪ್ಪಂದ ನವೀಕರಣ ವಿಳಂಬಕ್ಕೆ ಆಕ್ರೋಶ <box>349 755 854 790</box>
lead-body-2: ಮಳೆಗಾಲದಲ್ಲಿ ಕೊಂಡಾದ ಹರಿಯುವ ತೋಡು ರಾಶಿ ರಾಶಿ ಪ್ಲಾಸ್ಟಿಕ್ ತ್ಯಾಜ್ಯಗಳನ್ನು ಹೊತ್ತು ತಂದು ಕೃಷಿ ಭೂಮಿಯ ಮೇಲೆ ಹಾಕುತ್ತದೆ. ಇದರಿಂದ ಬೆಳೆಗಳು ನಾಶವಾಗುತ್ತಿವೆ. ಮತ್ತೊಂದು ಕಡೆ ಮನೆ ಮಂದಿ ತ್ಯಾಜ್ಯವನ್ನು ತೋಡಿಗೆ ಎಸೆಯುತ್ತಿದ್ದಾರೆ. ಇವರ ಮೈಗೆ ಪ್ಲಾಸ್ಟಿಕ್ ತ್ಯಾಜ್ಯ ಎಸೆಯುವುದನ್ನು ತಡೆಯಬೇಕು ಎಂದು ವಿನೋದ್ ಒತ್ತಾಯಿಸಿದ್ದಾರೆ. <box>306 554 476 685</box>
school-sub-3: ಸದನ ಸಮಿತಿ ಭೇಟಿ <box>714 977 789 993</box>
wayanad-body-2: ಈ ಸಂದರ್ಭ ಸಾವಿರಾರು ಭಕ್ತರು ಪಾಲ್ಗೊಂಡು ದೈವದ ದರ್ಶನ ಪಡೆದರು. ಸಾರ್ವಜನಿಕ ಅನ್ನಸಂತರ್ಪಣೆ ನಡೆಯಿತು. ಶ್ರೀ ವಿಷ್ಣುಮೂರ್ತಿ ದೈವದ ಕೋಲ ಮಂಗಳವಾರ ನಡೆಯಿತು. <box>1238 2131 1384 2213</box>
section-divider-red <box>1044 1958 1496 1962</box>
lead-callout-body: ಗ್ರಾಮ ಪಂಚಾಯತ್‌ಗೆ ದೂರು ನೀಡಿದ್ದೇನೆ ಆದರೂ ಪ್ರಯೋಜನವಾಗಿಲ್ಲ. ಪ್ರತಿ ಮಳೆಗಾಲದಲ್ಲಿ ಇದೇ ಕೃಷಿ ನಾಶವಾಗು ತ್ತಿದೆ. ಅಧಿಕಾರಿಗಳು ಕೂಡಲೇ ಗಮನ ಹರಿಸಬೇಕು. ಪ್ಲಾಸ್ಟಿಕ್ ತ್ಯಾಜ್ಯದಿಂದ ನನಗೆ ತುಂಬಾ ಕಷ್ಟವಾಗುತ್ತಿದೆ. <box>1041 400 1230 478</box>
coop-headline: ನೇರಳಕಟ್ಟೆ ಪ್ರಾಥಮಿಕ ಕೃಷಿ ಪತ್ತಿನ ಸಹಕಾರ ಸಂಘಕ್ಕೆ ಅಧ್ಯಕ್ಷ, ಉಪಾಧ್ಯಕ್ಷರ ಪುನರಾಯ್ಕೆ <box>714 1377 1120 1436</box>
lead-body-col4 <box>833 541 1021 706</box>
railway-body-col3: ಈ ಸಂದರ್ಭ ಯಾತ್ರಿಕರು ಹಾಗೂ ಸ್ಥಳೀಯರ ಬೇಡಿಕೆಗಳನ್ನು ಆಲಿಸಿ ಮೂಲ ಸೌಲಭ್ಯಗಳನ್ನು ಒದಗಿಸುವಂತೆ ಸಂಬಂಧಪಟ್ಟ ಅಧಿಕಾರಿಗಳಿಗೆ ಸೂಚನೆ ನೀಡಿದರು. <box>538 2207 791 2255</box>
sharada-body-1: ಮಂಗಳೂರು: ಇಲ್ಲಿನ ತಲಪಾಡಿ ಶಾರದಾ ವಿದ್ಯಾನಿಕೇತನ ಪದವಿ ಪೂರ್ವ ಕಾಲೇಜಿನ ಇಂಟ್ಯಾಕ್ಟ್ ಕ್ಲಬ್ ವತಿಯಿಂದ ಬೆನ್ನು ಮೂಳೆ ಸಮಸ್ಯೆಯಿಂದ ಬಳಲುತ್ತಿರುವ 24 ವರ್ಷದ ಯುವಕನ ಚಿಕಿತ್ಸೆಗೆ 1,10,001/- ರೂಪಾಯಿಯನ್ನು ಹಸ್ತಾಂತರಿಸಲಾಯಿತು. <box>1143 1584 1315 1681</box>
quote-icon <box>931 1602 947 1618</box>
lens-line-3: ಈ QRಕೋಡ್ ಸ್ಕ್ಯಾನ್ ಮಾಡಿ <box>1238 98 1367 114</box>
wayanad-headline: ಶ್ರೀ ವಯನಾಟ್ ಕುಲವನ್ ದೈವಂಕಟ್ಟು ಉತ್ಸವ ಸಂಪನ್ನ <box>1038 1970 1418 1996</box>
mla-photo <box>606 867 698 997</box>
railway-sub-1: ಹೊಸ ಸುರಂಗ ಮಾರ್ಗದ ಪರಿಶೀಲನೆ <box>46 2120 189 2135</box>
kho-body-col3: ದೇಶ ಕ್ರೀಡೆಯಾದ ಖೋ-ಖೋ ಆಟವು ಕ್ರೀಡಾಪಟುಗಳಲ್ಲಿ ಉತ್ತಮ ಶಿಸ್ತು ಹಾಗೂ ಮನೋಬಲವನ್ನು ಬೆಳೆಸುತ್ತದೆ ಎಂದು ಅತಿಥಿಗಳು ಹೇಳಿದರು. <box>1313 1076 1496 1140</box>
lead-photo-crops <box>484 345 783 534</box>
email-label: Email <box>644 167 689 183</box>
school-callout-body: ಸರಕಾರಿ ಶಾಲೆಯನ್ನು ಉಳಿಸುವ ನಿಟ್ಟಿನಲ್ಲಿ ಮತ್ತು ಅಭಿವೃದ್ಧಿಗೊಳಿಸುವ ಉದ್ದೇಶದಿಂದ ಸರಕಾರ ನೀಡಿದ ದತ್ತು ಸ್ವೀಕಾರ ಒಪ್ಪಂದ 2024 ರಲ್ಲಿ ಮುಕ್ತಾಯಗೊಂಡಿದೆ. ಈ ಶಾಲೆಯ ದತ್ತು ಸ್ವೀಕಾರ ಒಪ್ಪಂದದ ಆದೇಶ ಮುಂದುವರಿಸುವಂತೆ ಶಾಸಕ ರಾಜೇಶ್ ನಾಯ್ಕ್ ಸೂಚಿಸಿದ್ದಾರೆ. <box>508 868 676 1043</box>
school-callout-box <box>499 815 706 1138</box>
lead-body-8: ಪಂಚಾಯತ್ ಹಾಗೂ ಸಂಬಂಧಪಟ್ಟ ಅಧಿಕಾರಿಗಳು ಈ ಬಗ್ಗೆ ತಕ್ಷಣ ಕ್ರಮ ಕೈಗೊಂಡು ಕೃಷಿಯನ್ನು ಉಳಿಸುವ ಕೆಲಸ ಮಾಡಬೇಕಿದೆ. <box>1259 497 1496 529</box>
lead-body-col1 <box>306 345 476 706</box>
sidebar-sutta-mutta <box>46 201 290 1929</box>
theyyam-photo <box>1391 2007 1496 2199</box>
lead-quote-box <box>1033 349 1252 572</box>
continuation-sub: ಬಸ್ ಡಿಕ್ಕಿ <box>51 1626 98 1645</box>
coop-body-col1: ವಿಟ್ಲ: ನೇರಳಕಟ್ಟೆ ಪ್ರಾಥಮಿಕ ಕೃಷಿ ಪತ್ತಿನ ಸಹಕಾರ ಸಂಘದ ಆಡಳಿತ ಮಂಡಳಿಗೆ ಮುಂದಿನ 5 ವರ್ಷದ ಅವಧಿಗೆ ಅಧ್ಯಕ್ಷರಾಗಿ ಶ್ರೀಧರ ಶೆಟ್ಟಿ ಹಾಗೂ ಉಪಾಧ್ಯಕ್ಷರಾಗಿ ಮುಂದುವರಿದಿದ್ದಾರೆ. ಚುನಾವಣಾಧಿಕಾರಿಯಾಗಿ ಸಹಕಾರ ಸಂಘಗಳ ಇಲಾಖೆಯ ಅಧಿಕಾರಿ ಕಾರ್ಯನಿರ್ವಹಿಸಿದರು. <box>710 1452 917 1532</box>
book-icon <box>104 207 127 233</box>
lead-sub-3: ಇರುವುದೊಂದೇ ಪರಿಹಾರವೆಂದರೆ <box>1033 583 1162 598</box>
school-body-5: ಮುಖ್ಯವಾಗಿ ಹಂತದಲ್ಲಿ ದಡ್ಡಲಕಾಡು ಸರಕಾರಿ ಶಾಲೆಗೆ ಸದನ ಸಮಿತಿ ಭೇಟಿ ನೀಡಿ ಪರಿಶೀಲನೆ ನಡೆಸಿದೆ ಎಂದು ಶಾಸಕ ರಾಜೇಶ್ ನಾಯ್ಕ್ ಅವರು ಆಗ್ರಹಿಸಿದರು. <box>714 997 897 1062</box>
continuation-label-a: ಮೊದಲನೇ <box>92 1577 157 1599</box>
continuation-label-b: ಪುಟದಿಂದ <box>92 1598 151 1621</box>
sidebar-headline-3: ಮಾ.22 ರಂದು ಕೋಲ <box>51 917 218 944</box>
